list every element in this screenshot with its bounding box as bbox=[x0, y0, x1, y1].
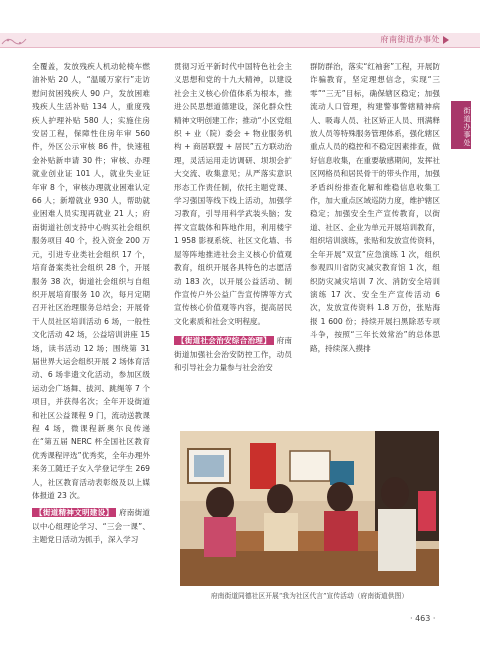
paragraph: 贯彻习近平新时代中国特色社会主义思想和党的十九大精神，以建设社会主义核心价值体系为根本，推进公民思想道德建设，深化群众性精神文明创建工作；推动“小区党组织 + 业（院）委会 + 物业服务机构 + 商居联盟 + 居民”五方联动治理，灵活运用走访调研、坝坝会扩大交流、收集意见；从严落实意识形态工作责任制，依托主题党课、学习强国等线下线上活动，加强学习教育，引导用科学武装头脑；发挥文宣载体和阵地作用，利用楼宇 1 958 影视系统、社区文化墙、书屋等阵地推进社会主义核心价值观教育，组织开展各具特色的志愿活动 183 次，以开展公益活动、制作宣传户外公益广告宣传牌等方式宣传核心价值观等内容，提高居民文化素质和社会文明程度。 bbox=[174, 62, 292, 326]
text-column-2 bbox=[174, 60, 292, 374]
paragraph bbox=[174, 334, 292, 374]
page-number: · 463 · bbox=[410, 614, 436, 623]
paragraph: 群防群治，落实“红袖套”工程，开展防诈骗教育，坚定理想信念，实现“三零”“三无”目标，确保辖区稳定；加强流动人口管理，构建警事警辖精神病人、吸毒人员、社区矫正人员、刑满释放人员等特殊服务管理体系，强化辖区重点人员的稳控和不稳定因素排查，做好信息收集，在重要敏感期间，发挥社区网格员和居民骨干的带头作用，加强矛盾纠纷排查化解和维稳信息收集工作，加大重点区域巡防力度，维护辖区稳定；加强安全生产宣传教育，以街道、社区、企业为单元开展培训教育，组织培训演练，张贴和发放宣传资料，全年开展“双宣”应急演练 1 次，组织参观四川省防灾减灾教育馆 1 次，组织防灾减灾培训 7 次、消防安全培训演练 17 次、安全生产宣传活动 6 次，发放宣传资料 1.8 万份，张贴海报 1 600 份；持续开展扫黑除恶专项斗争，按照“三年长效常治”的总体思路，持续深入摸排 bbox=[310, 62, 440, 353]
section-title: 府南街道办事处 bbox=[380, 35, 440, 44]
paragraph: 全覆盖，发放残疾人机动轮椅车燃油补贴 20 人，“温暖万家行”走访慰问贫困残疾人 90 户，发放困难残疾人生活补贴 134 人，重度残疾人护理补贴 580 人；实施住房安居工程，保障性住房年审 560 件，外区公示审核 86 件，快速租金补贴新申请 30 件；审核、办理就业创业证 101 人，就业失业证年审 8 个，审核办理就业困难认定 66 人；新增就业 930 人，帮助就业困难人员实现再就业 21 人；府南街道社创支持中心购买社会组织服务项目 40 个，投入资金 200 万元，引进专业类社会组织 17 个，培育备案类社会组织 28 个，开展服务 38 次，街道社会组织与自组织开展培育服务 10 次，每月定期召开社区治理服务总结会；开展骨干人员社区培训活动 6 场，一般性文化活动 42 场，公益培训讲座 15 场，读书活动 12 场；围绕第 31 届世界大运会组织开展 2 场体育活动、6 场非遗文化活动，参加区级运动会广场舞、拔河、跳绳等 7 个项目，并获得名次；全年开设街道和社区公益课程 9 门，流动送教课程 4 场，微课程新奥尔良传递在“第五届 NERC 杯全国社区教育优秀课程评选”优秀奖，全年办理外来务工随迁子女入学登记学生 269 人，社区教育活动表彰级及以上媒体报道 23 次。 bbox=[32, 62, 150, 500]
event-photo bbox=[180, 431, 439, 586]
side-section-tab[interactable]: 街道办事处 bbox=[451, 101, 471, 149]
paragraph-text: 府南街道加强社会治安防控工作，动员和引导社会力量参与社会治安 bbox=[174, 336, 293, 372]
header-rule bbox=[0, 47, 480, 48]
header-ornament-icon bbox=[0, 33, 32, 48]
text-column-1 bbox=[32, 60, 150, 547]
subsection-heading: 【街道社会治安综合治理】 bbox=[174, 336, 274, 345]
section-arrow-icon bbox=[443, 36, 449, 44]
text-column-3 bbox=[310, 60, 440, 355]
subsection-heading: 【街道精神文明建设】 bbox=[32, 508, 116, 517]
paragraph bbox=[32, 506, 150, 546]
photo-caption: 府南街道同德社区开展“我为社区代言”宣传活动（府南街道供图） bbox=[210, 592, 409, 600]
paragraph-text: 府南街道以中心组理论学习、“三会一课”、主题党日活动为抓手，深入学习 bbox=[32, 508, 151, 545]
